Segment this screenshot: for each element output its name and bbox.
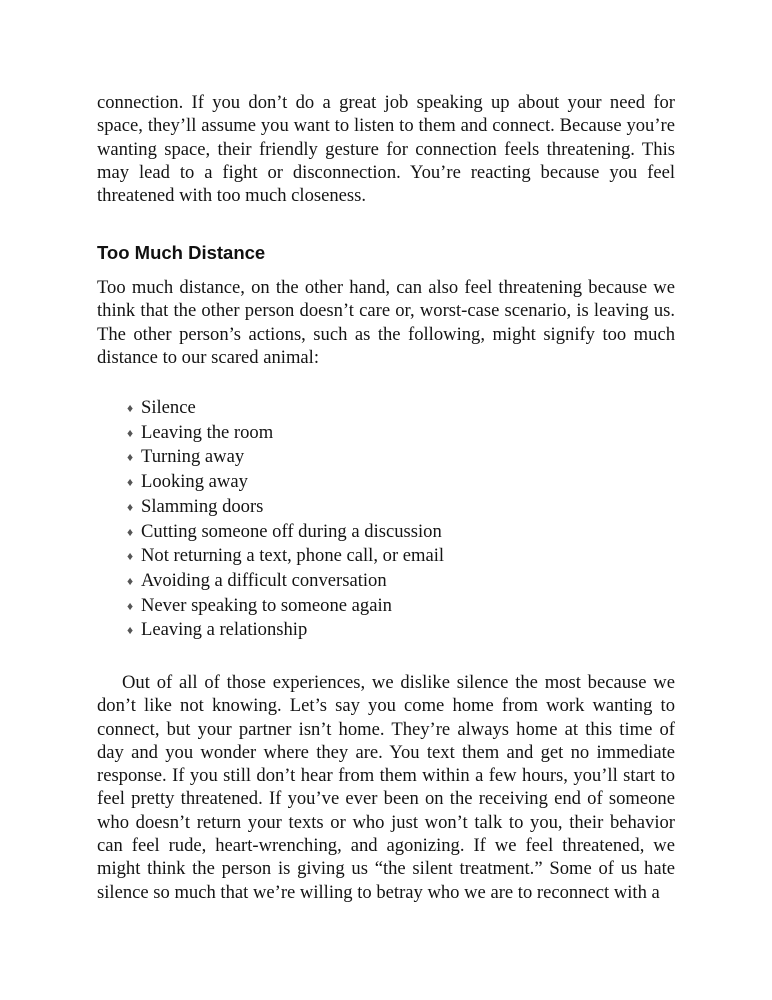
list-item	[127, 594, 444, 619]
list-item	[127, 520, 444, 545]
list-item	[127, 544, 444, 569]
diamond-bullet-icon: ♦	[127, 450, 134, 465]
section-heading: Too Much Distance	[97, 242, 266, 263]
list-item-text: Slamming doors	[141, 495, 264, 517]
diamond-bullet-icon: ♦	[127, 573, 134, 588]
list-item-text: Silence	[141, 397, 196, 418]
list-item-text: Not returning a text, phone call, or email	[141, 545, 445, 567]
list-item-text: Leaving the room	[141, 421, 274, 443]
diamond-bullet-icon: ♦	[127, 475, 134, 490]
list-item-text: Never speaking to someone again	[141, 594, 392, 616]
list-item	[127, 396, 444, 421]
diamond-bullet-icon: ♦	[127, 623, 134, 638]
paragraph-intro: Too much distance, on the other hand, can also feel threatening because we think that the other person doesn’t care or, worst-case scenario, is leaving us. The other person’s actions, such as the following, might signify too much distance to our scared animal:	[97, 277, 675, 368]
list-item-text: Looking away	[141, 471, 248, 493]
diamond-bullet-icon: ♦	[127, 549, 134, 564]
diamond-bullet-icon: ♦	[127, 499, 134, 514]
diamond-bullet-icon: ♦	[127, 425, 134, 440]
paragraph-body: Out of all of those experiences, we dislike silence the most because we don’t like not knowing. Let’s say you come home from work wanting to connect, but your partner isn’t home. They’re always home at this time of day and you wonder where they are. You text them and get no immediate response. If you still don’t hear from them within a few hours, you’ll start to feel pretty threatened. If you’ve ever been on the receiving end of someone who doesn’t return your texts or who just won’t talk to you, their behavior can feel rude, heart-wrenching, and agonizing. If we feel threatened, we might think the person is giving us “the silent treatment.” Some of us hate silence so much that we’re willing to betray who we are to reconnect with a	[97, 672, 675, 903]
paragraph-continuation: connection. If you don’t do a great job speaking up about your need for space, they’ll assume you want to listen to them and connect. Because you’re wanting space, their friendly gesture for connection feels threatening. This may lead to a fight or disconnection. You’re reacting because you feel threatened with too much closeness.	[97, 92, 675, 207]
list-item	[127, 569, 444, 594]
diamond-bullet-icon: ♦	[127, 401, 134, 415]
list-item	[127, 470, 444, 495]
list-item-text: Leaving a relationship	[141, 619, 308, 641]
list-item-text: Turning away	[141, 446, 245, 468]
bullet-list	[127, 396, 444, 643]
list-item	[127, 421, 444, 446]
list-item-text: Avoiding a difficult conversation	[141, 569, 387, 591]
list-item	[127, 618, 444, 643]
list-item	[127, 445, 444, 470]
list-item	[127, 495, 444, 520]
diamond-bullet-icon: ♦	[127, 524, 134, 539]
list-item-text: Cutting someone off during a discussion	[141, 520, 442, 542]
diamond-bullet-icon: ♦	[127, 598, 134, 613]
